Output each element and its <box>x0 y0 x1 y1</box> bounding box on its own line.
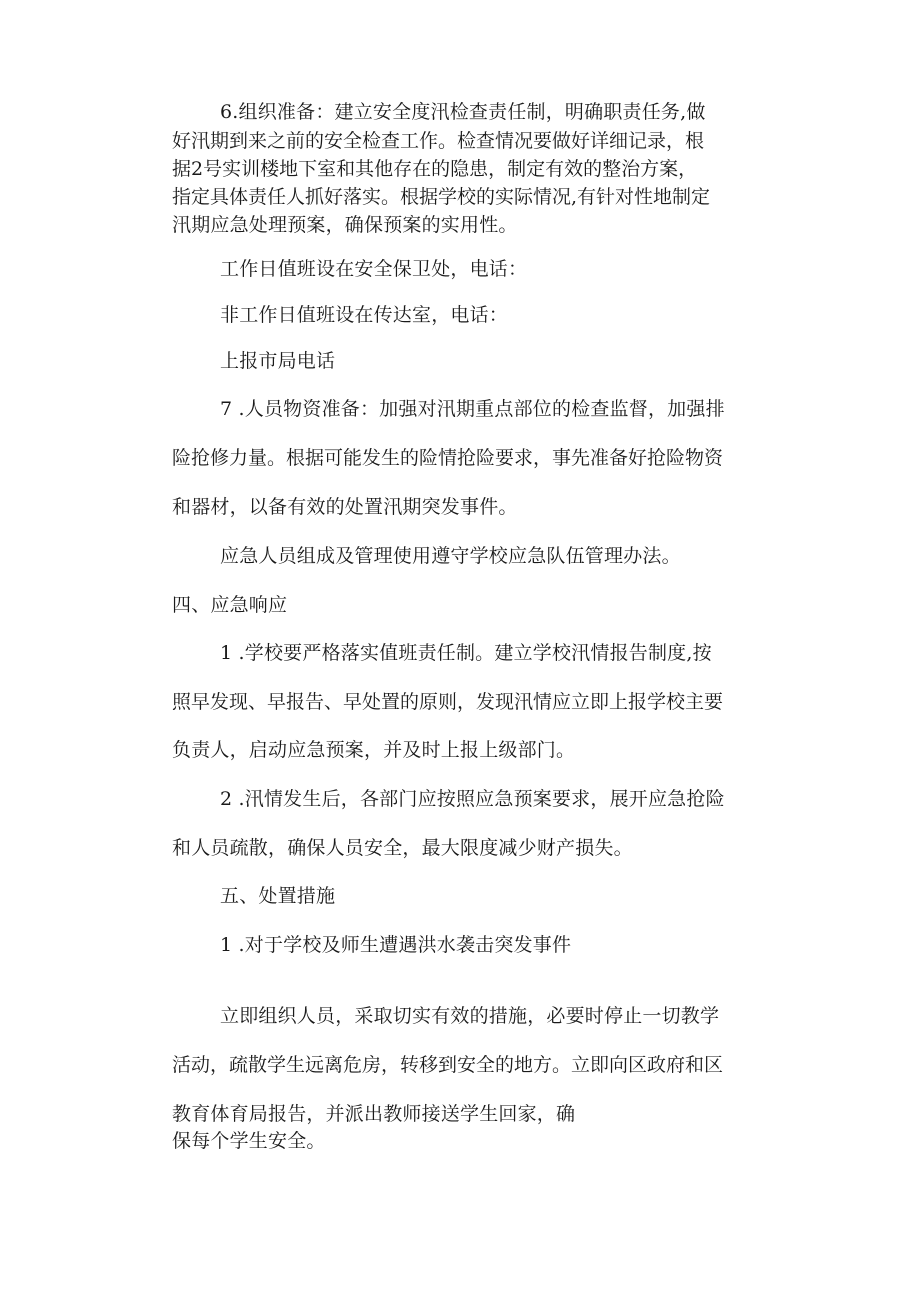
text-line: 7 .人员物资准备：加强对汛期重点部位的检查监督，加强排 <box>220 398 725 420</box>
text-line: 立即组织人员，采取切实有效的措施，必要时停止一切教学 <box>220 1005 720 1027</box>
paragraph-report-phone: 上报市局电话 <box>220 350 336 372</box>
text-line: 照早发现、早报告、早处置的原则，发现汛情应立即上报学校主要 <box>172 691 724 713</box>
text-line: 汛期应急处理预案，确保预案的实用性。 <box>172 214 518 236</box>
text-line: 好汛期到来之前的安全检查工作。检查情况要做好详细记录，根 <box>172 130 705 152</box>
text-line: 据2号实训楼地下室和其他存在的隐患，制定有效的整治方案， <box>172 158 698 180</box>
text-line: 保每个学生安全。 <box>172 1130 326 1152</box>
text-line: 教育体育局报告，并派出教师接送学生回家，确 <box>172 1103 576 1125</box>
section-heading-emergency-response: 四、应急响应 <box>172 594 288 616</box>
paragraph-duty-nonworkday: 非工作日值班设在传达室，电话： <box>220 304 509 326</box>
text-line: 负责人，启动应急预案，并及时上报上级部门。 <box>172 739 576 761</box>
paragraph-emergency-staff: 应急人员组成及管理使用遵守学校应急队伍管理办法。 <box>220 545 681 567</box>
section-heading-disposal-measures: 五、处置措施 <box>220 885 336 907</box>
paragraph-duty-workday: 工作日值班设在安全保卫处，电话： <box>220 258 528 280</box>
text-line: 险抢修力量。根据可能发生的险情抢险要求，事先准备好抢险物资 <box>172 447 724 469</box>
text-line: 活动，疏散学生远离危房，转移到安全的地方。立即向区政府和区 <box>172 1054 724 1076</box>
text-line: 1 .学校要严格落实值班责任制。建立学校汛情报告制度,按 <box>220 642 712 664</box>
text-line: 6.组织准备：建立安全度汛检查责任制，明确职责任务,做 <box>220 101 706 123</box>
subheading-flood-attack: 1 .对于学校及师生遭遇洪水袭击突发事件 <box>220 934 572 956</box>
text-line: 和人员疏散，确保人员安全，最大限度减少财产损失。 <box>172 837 633 859</box>
text-line: 和器材，以备有效的处置汛期突发事件。 <box>172 496 518 518</box>
text-line: 指定具体责任人抓好落实。根据学校的实际情况,有针对性地制定 <box>172 186 711 208</box>
text-line: 2 .汛情发生后，各部门应按照应急预案要求，展开应急抢险 <box>220 788 725 810</box>
